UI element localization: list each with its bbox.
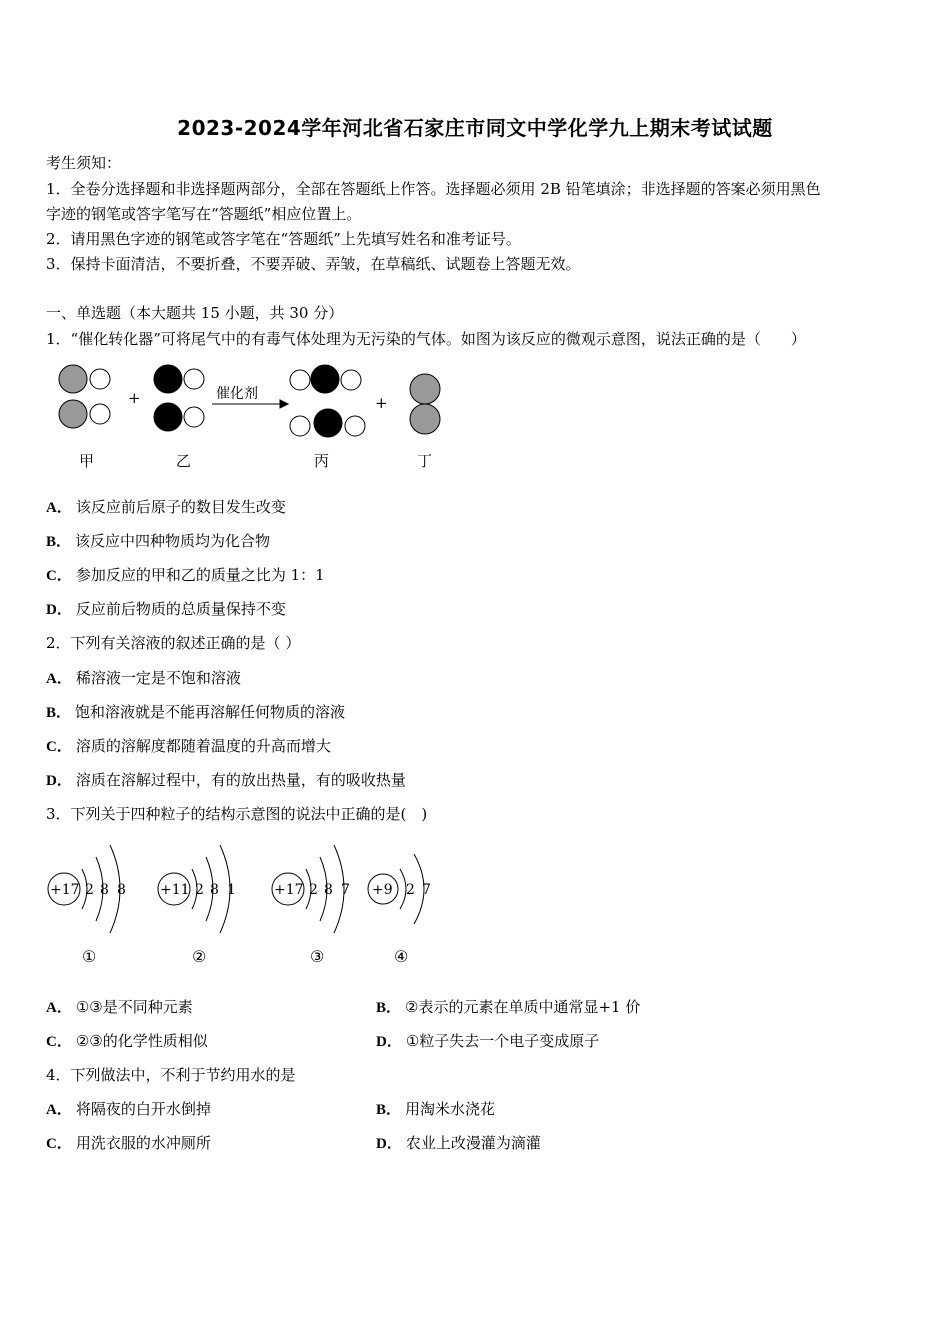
p4-label: ④	[394, 947, 409, 966]
q1-option-a[interactable]: A． 该反应前后原子的数目发生改变	[46, 498, 286, 516]
p1-shell-2: 8	[100, 882, 109, 898]
label-yi: 乙	[176, 452, 192, 470]
q4-option-c[interactable]: C． 用洗衣服的水冲厕所	[46, 1134, 211, 1152]
p3-shell-2: 8	[324, 882, 333, 898]
molecule-ding	[410, 374, 440, 434]
q1-stem: 1．“催化转化器”可将尾气中的有毒气体处理为无污染的气体。如图为该反应的微观示意图，说法正确的是（ ）	[46, 330, 806, 348]
q4-option-b[interactable]: B． 用淘米水浇花	[376, 1100, 496, 1118]
p2-shell-3: 1	[227, 882, 236, 898]
p2-label: ②	[192, 947, 207, 966]
q2-option-b[interactable]: B． 饱和溶液就是不能再溶解任何物质的溶液	[46, 703, 346, 721]
p1-shell-3: 8	[117, 882, 126, 898]
reaction-diagram	[46, 358, 466, 476]
notice-item-2: 2．请用黑色字迹的钢笔或答字笔在“答题纸”上先填写姓名和准考证号。	[46, 230, 521, 248]
label-ding: 丁	[417, 452, 433, 470]
q2-option-c[interactable]: C． 溶质的溶解度都随着温度的升高而增大	[46, 737, 331, 755]
q3-option-c[interactable]: C． ②③的化学性质相似	[46, 1032, 208, 1050]
molecule-jia	[59, 365, 110, 428]
q1-option-b[interactable]: B． 该反应中四种物质均为化合物	[46, 532, 271, 550]
particle-diagrams	[42, 832, 462, 972]
q2-option-a[interactable]: A． 稀溶液一定是不饱和溶液	[46, 669, 241, 687]
label-bing: 丙	[314, 452, 330, 470]
exam-title: 2023-2024学年河北省石家庄市同文中学化学九上期末考试试题	[177, 116, 773, 140]
plus-sign-2: +	[375, 394, 388, 412]
p2-nucleus: +11	[160, 882, 190, 898]
q3-option-a[interactable]: A． ①③是不同种元素	[46, 998, 193, 1016]
p2-shell-1: 2	[195, 882, 204, 898]
q4-stem: 4．下列做法中，不利于节约用水的是	[46, 1066, 296, 1084]
q3-stem: 3．下列关于四种粒子的结构示意图的说法中正确的是( )	[46, 805, 428, 823]
p1-label: ①	[82, 947, 97, 966]
q2-option-d[interactable]: D． 溶质在溶解过程中，有的放出热量，有的吸收热量	[46, 771, 406, 789]
notice-heading: 考生须知：	[46, 154, 122, 172]
p3-label: ③	[310, 947, 325, 966]
p2-shell-2: 8	[210, 882, 219, 898]
notice-item-3: 3．保持卡面清洁，不要折叠，不要弄破、弄皱，在草稿纸、试题卷上答题无效。	[46, 255, 581, 273]
p3-shell-1: 2	[309, 882, 318, 898]
q3-option-b[interactable]: B． ②表示的元素在单质中通常显+1 价	[376, 998, 641, 1016]
plus-sign-1: +	[128, 389, 141, 407]
p1-shell-1: 2	[85, 882, 94, 898]
q4-option-a[interactable]: A． 将隔夜的白开水倒掉	[46, 1100, 211, 1118]
q1-option-d[interactable]: D． 反应前后物质的总质量保持不变	[46, 600, 286, 618]
section-heading: 一、单选题（本大题共 15 小题，共 30 分）	[46, 304, 344, 322]
molecule-yi	[154, 365, 204, 431]
p3-nucleus: +17	[274, 882, 304, 898]
p3-shell-3: 7	[341, 882, 350, 898]
catalyst-label: 催化剂	[216, 386, 258, 402]
p4-nucleus: +9	[372, 882, 393, 898]
q4-option-d[interactable]: D． 农业上改漫灌为滴灌	[376, 1134, 541, 1152]
q1-option-c[interactable]: C． 参加反应的甲和乙的质量之比为 1：1	[46, 566, 325, 584]
molecule-bing	[290, 365, 365, 437]
q3-option-d[interactable]: D． ①粒子失去一个电子变成原子	[376, 1032, 600, 1050]
q2-stem: 2．下列有关溶液的叙述正确的是（ ）	[46, 634, 301, 652]
p1-nucleus: +17	[50, 882, 80, 898]
p4-shell-1: 2	[406, 882, 415, 898]
notice-item-1a: 1．全卷分选择题和非选择题两部分，全部在答题纸上作答。选择题必须用 2B 铅笔填涂；非选择题的答案必须用黑色	[46, 180, 821, 198]
notice-item-1b: 字迹的钢笔或答字笔写在“答题纸”相应位置上。	[46, 205, 362, 223]
label-jia: 甲	[79, 452, 95, 470]
p4-shell-2: 7	[422, 882, 431, 898]
